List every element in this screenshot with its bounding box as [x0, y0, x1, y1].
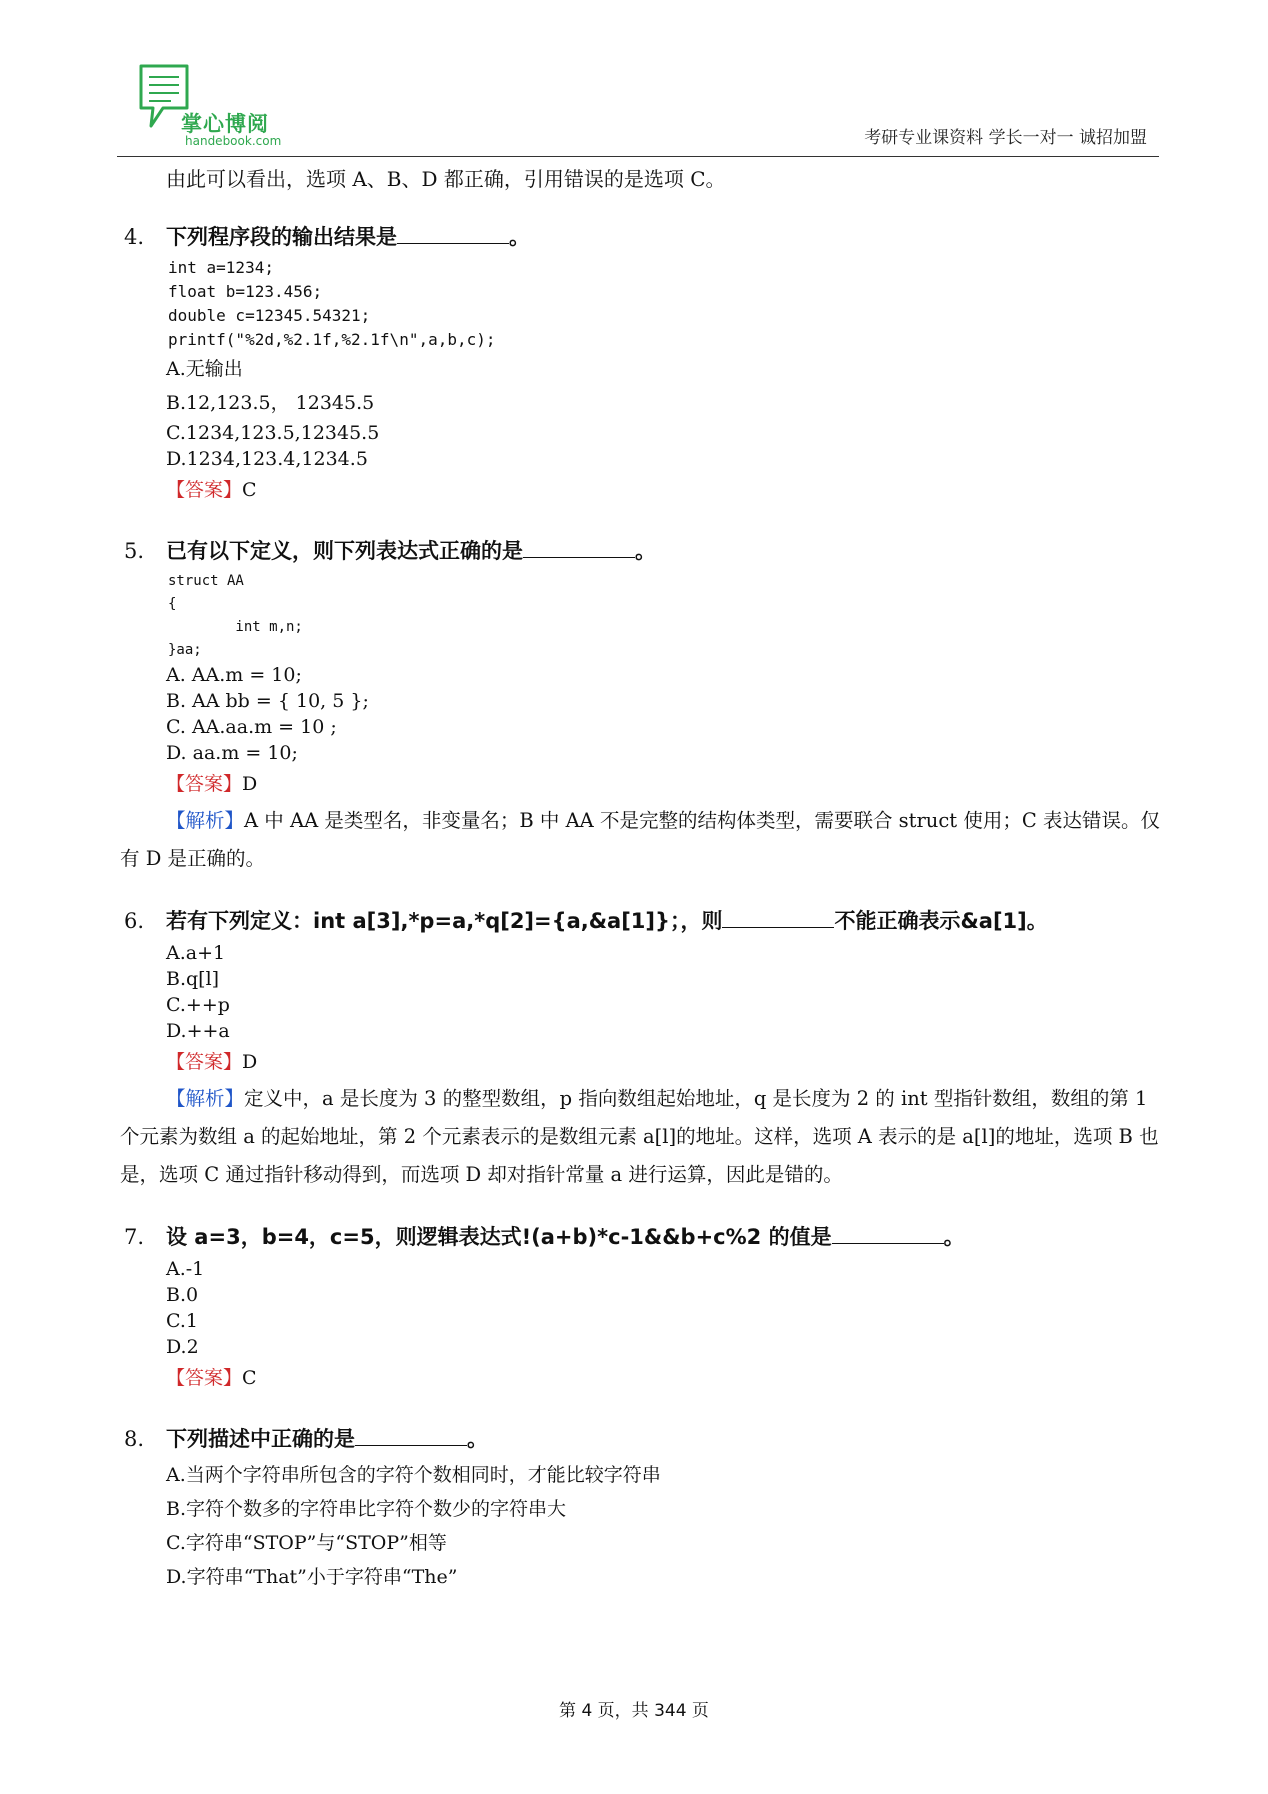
option-c: C. AA.aa.m = 10 ; — [166, 716, 337, 738]
question-number: 8. — [124, 1427, 145, 1451]
question-4 — [120, 218, 1160, 508]
explanation — [120, 1080, 1160, 1194]
question-number: 7. — [124, 1225, 145, 1249]
answer-value: C — [242, 1367, 257, 1389]
question-text: 已有以下定义，则下列表达式正确的是 — [166, 539, 523, 563]
option-a: A.a+1 — [166, 942, 226, 964]
question-text-end: 。 — [509, 225, 530, 249]
answer-tag: 【答案】 — [166, 773, 243, 795]
page-footer: 第 4 页，共 344 页 — [559, 1701, 709, 1721]
option-a: A.-1 — [166, 1258, 205, 1280]
answer-value: D — [242, 773, 258, 795]
answer-line — [166, 1044, 1160, 1080]
answer-value: C — [242, 479, 257, 501]
answer-blank — [523, 537, 635, 558]
question-8 — [120, 1420, 1160, 1594]
option-b: B.12,123.5， 12345.5 — [166, 392, 375, 414]
option-d: D. aa.m = 10; — [166, 742, 298, 764]
question-text: 下列程序段的输出结果是 — [166, 225, 397, 249]
question-text-end: 不能正确表示&a[1]。 — [834, 909, 1048, 933]
option-b: B.字符个数多的字符串比字符个数少的字符串大 — [166, 1498, 567, 1520]
question-title — [120, 532, 1160, 570]
question-title — [120, 902, 1160, 940]
intro-text: 由此可以看出，选项 A、B、D 都正确，引用错误的是选项 C。 — [166, 167, 726, 191]
header-slogan: 考研专业课资料 学长一对一 诚招加盟 — [864, 128, 1147, 148]
option-a: A. AA.m = 10; — [166, 664, 302, 686]
question-title — [120, 1420, 1160, 1458]
explanation-text: A 中 AA 是类型名，非变量名；B 中 AA 不是完整的结构体类型，需要联合 struct 使用；C 表达错误。仅有 D 是正确的。 — [120, 809, 1160, 870]
explanation-tag: 【解析】 — [166, 1087, 245, 1110]
answer-line — [166, 1360, 1160, 1396]
answer-blank — [722, 907, 834, 928]
answer-tag: 【答案】 — [166, 1367, 243, 1389]
option-c: C.++p — [166, 994, 230, 1016]
logo-text: 掌心博阅 — [181, 112, 269, 136]
option-d: D.++a — [166, 1020, 230, 1042]
question-text-end: 。 — [635, 539, 656, 563]
explanation — [120, 802, 1160, 878]
option-c: C.1 — [166, 1310, 198, 1332]
question-6 — [120, 902, 1160, 1194]
question-7 — [120, 1218, 1160, 1396]
question-number: 6. — [124, 909, 145, 933]
logo-url: handebook.com — [185, 134, 282, 148]
question-5 — [120, 532, 1160, 878]
question-text-end: 。 — [467, 1427, 488, 1451]
explanation-tag: 【解析】 — [166, 809, 245, 832]
option-a: A.当两个字符串所包含的字符个数相同时，才能比较字符串 — [166, 1464, 661, 1486]
question-title — [120, 218, 1160, 256]
code-block: int a=1234; float b=123.456; double c=12345.54321; printf("%2d,%2.1f,%2.1f\n",a,b,c); — [168, 258, 496, 349]
question-title — [120, 1218, 1160, 1256]
answer-blank — [832, 1223, 944, 1244]
answer-tag: 【答案】 — [166, 479, 243, 501]
explanation-text: 定义中，a 是长度为 3 的整型数组，p 指向数组起始地址，q 是长度为 2 的 int 型指针数组，数组的第 1 个元素为数组 a 的起始地址，第 2 个元素表示的是数组元素 a[l]的地址。这样，选项 A 表示的是 a[l]的地址，选项 B 也是，选项 C 通过指针移动得到，而选项 D 却对指针常量 a 进行运算，因此是错的。 — [120, 1087, 1159, 1186]
option-b: B. AA bb = { 10, 5 }; — [166, 690, 369, 712]
option-d: D.字符串“That”小于字符串“The” — [166, 1566, 458, 1588]
question-number: 4. — [124, 225, 145, 249]
code-block: struct AA { int m,n; }aa; — [168, 573, 303, 658]
option-a: A.无输出 — [166, 358, 243, 380]
option-b: B.0 — [166, 1284, 199, 1306]
option-c: C.1234,123.5,12345.5 — [166, 422, 380, 444]
answer-blank — [397, 223, 509, 244]
question-text: 下列描述中正确的是 — [166, 1427, 355, 1451]
question-number: 5. — [124, 539, 145, 563]
answer-line — [166, 472, 1160, 508]
option-c: C.字符串“STOP”与“STOP”相等 — [166, 1532, 447, 1554]
answer-tag: 【答案】 — [166, 1051, 243, 1073]
question-text-end: 。 — [943, 1225, 965, 1249]
logo — [135, 62, 295, 152]
answer-value: D — [242, 1051, 258, 1073]
page-content — [120, 160, 1160, 1594]
answer-blank — [355, 1425, 467, 1446]
option-d: D.1234,123.4,1234.5 — [166, 448, 368, 470]
page-header — [117, 56, 1159, 157]
answer-line — [166, 766, 1160, 802]
question-text: 若有下列定义：int a[3],*p=a,*q[2]={a,&a[1]}；，则 — [166, 909, 723, 933]
question-text: 设 a=3，b=4，c=5，则逻辑表达式!(a+b)*c-1&&b+c%2 的值是 — [166, 1225, 832, 1249]
option-b: B.q[l] — [166, 968, 220, 990]
option-d: D.2 — [166, 1336, 199, 1358]
